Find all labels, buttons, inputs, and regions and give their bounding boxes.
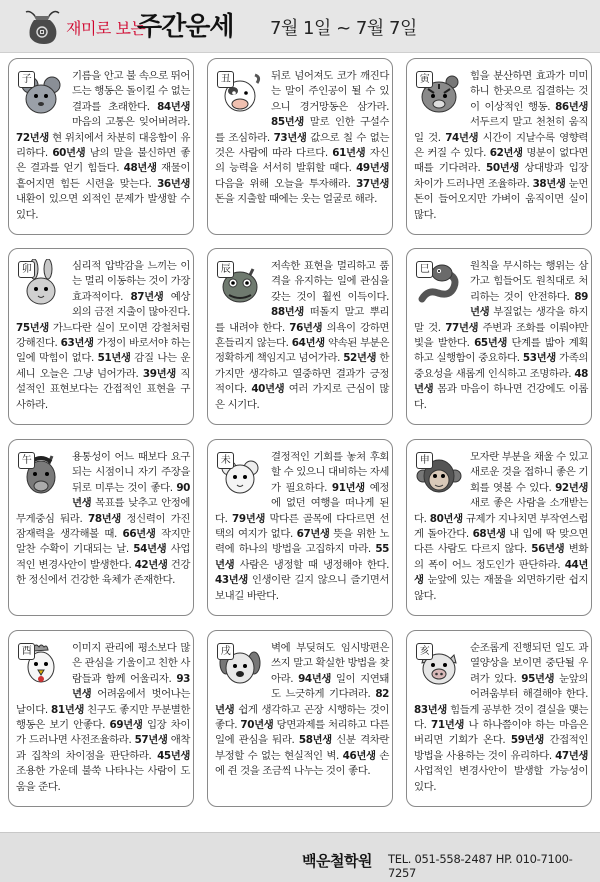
birth-year-label: 86년생: [555, 100, 588, 113]
header-subtitle: 재미로 보는: [66, 19, 146, 38]
birth-year-label: 78년생: [87, 512, 121, 525]
monkey-icon: [414, 450, 464, 500]
fortune-sentence: 서두르지 말고 천천히 움직일 것.: [414, 116, 588, 144]
fortune-sentence: 부질없는 생각을 하지 말 것.: [414, 306, 588, 334]
fortune-sentence: 작지만 알찬 수확이 기대되는 날.: [16, 528, 190, 556]
fortune-card: [8, 630, 194, 807]
fortune-sentence: 가느다란 실이 모이면 강철처럼 강해진다.: [16, 321, 190, 350]
fortune-sentence: 내 입에 딱 맞으면 다른 사람도 다르지 않다.: [414, 528, 588, 556]
birth-year-label: 50년생: [485, 162, 519, 175]
birth-year-label: 55년생: [215, 543, 389, 571]
birth-year-label: 83년생: [414, 703, 447, 716]
birth-year-label: 85년생: [271, 116, 304, 129]
zodiac-sign-badge: 卯: [18, 261, 35, 278]
fortune-text: [215, 259, 389, 413]
fortune-sentence: 남의 말을 불신하면 좋은 결과를 얻기 힘들다.: [16, 147, 190, 175]
fortune-sentence: 힘들게 공부한 것이 결실을 맺는다.: [414, 703, 588, 732]
birth-year-label: 95년생: [521, 672, 555, 685]
fortune-sentence: 눈앞에 있는 재물을 외면하기란 쉽지 않다.: [414, 574, 588, 602]
fortune-sentence: 벽에 부딪혀도 임시방편은 쓰지 말고 확실한 방법을 찾아라.: [271, 642, 389, 685]
birth-year-label: 44년생: [414, 558, 588, 587]
fortune-sentence: 손에 쥔 것을 조금씩 나누는 것이 좋다.: [215, 749, 389, 778]
birth-year-label: 65년생: [474, 337, 508, 350]
birth-year-label: 76년생: [289, 321, 323, 334]
rooster-icon: [16, 641, 66, 691]
fortune-sentence: 변화의 폭이 어느 정도인가 판단하라.: [414, 543, 588, 571]
birth-year-label: 89년생: [470, 290, 588, 319]
fortune-sentence: 예정에 없던 여행을 떠나게 된다.: [215, 481, 389, 525]
fortune-sentence: 눈앞의 어려움부터 해결해야 한다.: [470, 672, 588, 701]
fortune-sentence: 눈먼 돈이 들어오지만 가벼이 움직이면 실이 많다.: [414, 177, 588, 221]
fortune-sentence: 의욕이 강하면 흔들리지 않는다.: [215, 321, 389, 350]
fortune-card: [207, 58, 393, 235]
birth-year-label: 57년생: [134, 734, 168, 747]
fortune-sentence: 막다른 골목에 다다르면 선택의 여지가 없다.: [215, 512, 389, 541]
fortune-sentence: 가족의 중요성을 새롭게 인식하고 조명하라.: [414, 352, 588, 380]
birth-year-label: 62년생: [489, 147, 523, 160]
fortune-sentence: 약속된 부분은 정확하게 책임지고 넘어가라.: [215, 337, 389, 365]
dog-icon: [215, 641, 265, 691]
fortune-card: [207, 439, 393, 616]
fortune-sentence: 여러 가지로 근심이 많은 시기다.: [215, 383, 389, 411]
birth-year-label: 91년생: [331, 481, 365, 494]
fortune-card: [8, 439, 194, 616]
fortune-sentence: 기름을 안고 불 속으로 뛰어드는 행동은 돌이킬 수 없는 결과를 초래한다.: [72, 70, 190, 113]
fortune-sentence: 현 위치에서 차분히 대응함이 유리하다.: [16, 131, 190, 160]
zodiac-sign-badge: 亥: [416, 643, 433, 660]
fortune-sentence: 건강한 정신에서 건강한 육체가 존재한다.: [16, 558, 190, 587]
birth-year-label: 51년생: [97, 352, 131, 365]
rat-icon: [16, 69, 66, 119]
fortune-sentence: 몸과 마음이 하나면 건강에도 이롭다.: [414, 383, 588, 411]
fortune-sentence: 모자란 부분을 채울 수 있고 새로운 것을 접하니 좋은 기회를 엿볼 수 있다.: [470, 451, 588, 494]
zodiac-sign-badge: 未: [217, 452, 234, 469]
birth-year-label: 39년생: [142, 367, 176, 380]
birth-year-label: 52년생: [343, 352, 377, 365]
fortune-sentence: 이미지 관리에 평소보다 많은 관심을 기울이고 친한 사람들과 함께 어울리자.: [72, 642, 190, 685]
sheep-icon: [215, 450, 265, 500]
fortune-sentence: 당면과제를 처리하고 다른 일에 관심을 둬라.: [215, 719, 389, 747]
fortune-card: [8, 58, 194, 235]
fortune-sentence: 다음을 위해 오늘을 투자해라.: [215, 177, 357, 190]
fortune-sentence: 사업적인 변경사안이 발생한다.: [16, 543, 190, 571]
birth-year-label: 84년생: [157, 100, 190, 113]
fortune-sentence: 사업적인 변경사안이 발생할 가능성이 있다.: [414, 765, 588, 793]
footer-bar: [0, 832, 600, 882]
fortune-card: [406, 439, 592, 616]
fortune-text: [215, 69, 389, 208]
fortune-card: [406, 248, 592, 425]
birth-year-label: 94년생: [298, 672, 332, 685]
birth-year-label: 68년생: [472, 528, 506, 541]
fortune-sentence: 단계를 밟아 계획하고 실행함이 중요하다.: [414, 337, 588, 365]
fortune-sentence: 마음의 고통은 잊어버려라.: [72, 116, 190, 129]
fortune-text: [16, 259, 190, 413]
birth-year-label: 40년생: [251, 383, 285, 396]
fortune-sentence: 감질 나는 운세니 오늘은 그냥 넘어가라.: [16, 352, 190, 380]
birth-year-label: 36년생: [157, 177, 190, 190]
fortune-sentence: 힘을 분산하면 효과가 미미하니 한곳으로 집결하는 것이 이상적인 행동.: [470, 70, 588, 113]
money-bag-icon: [22, 6, 62, 46]
birth-year-label: 49년생: [356, 162, 389, 175]
birth-year-label: 64년생: [291, 337, 325, 350]
fortune-sentence: 친구도 좋지만 무분별한 행동은 보기 안좋다.: [16, 703, 190, 732]
birth-year-label: 82년생: [215, 688, 389, 716]
tiger-icon: [414, 69, 464, 119]
fortune-sentence: 주변과 조화를 이뤄야만 빛을 발한다.: [414, 321, 588, 350]
zodiac-sign-badge: 申: [416, 452, 433, 469]
birth-year-label: 92년생: [555, 481, 588, 494]
birth-year-label: 56년생: [531, 543, 565, 556]
birth-year-label: 61년생: [332, 147, 366, 160]
zodiac-sign-badge: 辰: [217, 261, 234, 278]
fortune-text: [414, 641, 588, 795]
fortune-card: [207, 630, 393, 807]
birth-year-label: 54년생: [133, 543, 167, 556]
birth-year-label: 63년생: [60, 337, 94, 350]
fortune-sentence: 순조롭게 진행되던 일도 과열양상을 보이면 중단될 우려가 있다.: [470, 642, 588, 685]
birth-year-label: 74년생: [445, 131, 479, 144]
fortune-sentence: 어려움에서 벗어나는 날이다.: [16, 688, 190, 716]
fortune-card: [406, 58, 592, 235]
fortune-sentence: 예상외의 금전 지출이 많아진다.: [72, 290, 190, 319]
header-bar: [0, 0, 600, 53]
birth-year-label: 93년생: [72, 672, 190, 701]
birth-year-label: 45년생: [157, 749, 190, 762]
birth-year-label: 90년생: [72, 481, 190, 510]
fortune-sentence: 입장 차이가 드러나면 사전조율하라.: [16, 719, 191, 747]
fortune-sentence: 새로 좋은 사람을 소개받는다.: [414, 497, 588, 525]
zodiac-sign-badge: 丑: [217, 71, 234, 88]
birth-year-label: 72년생: [16, 131, 49, 144]
fortune-sentence: 한 가지만 생각하고 열중하면 결과가 긍정적이다.: [215, 352, 389, 396]
fortune-text: [215, 641, 389, 780]
fortune-sentence: 시간이 지날수록 영향력은 커질 수 있다.: [414, 131, 588, 160]
rabbit-icon: [16, 259, 66, 309]
fortune-sentence: 뒤로 넘어져도 코가 깨진다는 말이 주인공이 될 수 있으니 경거망동은 삼가라.: [271, 70, 389, 113]
birth-year-label: 66년생: [122, 528, 156, 541]
fortune-sentence: 돈을 지출할 때에는 웃는 얼굴로 해라.: [215, 193, 377, 206]
fortune-sentence: 저속한 표현을 멀리하고 품격을 유지하는 일에 관심을 갖는 것이 훨씬 이득이다.: [271, 260, 389, 303]
ox-icon: [215, 69, 265, 119]
birth-year-label: 42년생: [134, 558, 168, 571]
fortune-sentence: 원칙을 무시하는 행위는 삼가고 힘들어도 원칙대로 처리하는 것이 안전하다.: [470, 260, 588, 303]
birth-year-label: 37년생: [356, 177, 389, 190]
birth-year-label: 69년생: [109, 719, 143, 732]
zodiac-sign-badge: 巳: [416, 261, 433, 278]
birth-year-label: 59년생: [510, 734, 544, 747]
zodiac-sign-badge: 寅: [416, 71, 433, 88]
birth-year-label: 79년생: [232, 512, 265, 525]
fortune-sentence: 나 하나쯤이야 하는 마음은 버리면 기회가 온다.: [414, 719, 588, 747]
fortune-text: [414, 259, 588, 413]
snake-icon: [414, 259, 464, 309]
zodiac-sign-badge: 子: [18, 71, 35, 88]
fortune-sentence: 애착과 집착의 차이점을 판단하라.: [16, 734, 190, 762]
fortune-sentence: 자신의 능력을 서서히 발휘할 때다.: [215, 147, 389, 175]
fortune-sentence: 규제가 지나치면 부작연스럽게 돌아간다.: [414, 512, 588, 541]
fortune-sentence: 간접적인 방법을 사용하는 것이 유리하다.: [414, 734, 589, 762]
fortune-sentence: 직설적인 표현보다는 간접적인 표현을 구사하라.: [16, 367, 190, 411]
birth-year-label: 48년생: [414, 367, 588, 396]
fortune-sentence: 심리적 압박감을 느끼는 이는 멀리 이동하는 것이 가장 효과적이다.: [72, 260, 190, 303]
birth-year-label: 81년생: [51, 703, 84, 716]
birth-year-label: 67년생: [296, 528, 330, 541]
birth-year-label: 38년생: [532, 177, 566, 190]
birth-year-label: 58년생: [298, 734, 332, 747]
birth-year-label: 53년생: [522, 352, 556, 365]
zodiac-sign-badge: 戌: [217, 643, 234, 660]
pig-icon: [414, 641, 464, 691]
fortune-sentence: 목표를 낮추고 안정에 무게중심 둬라.: [16, 497, 190, 525]
fortune-sentence: 쉽게 생각하고 곤장 시행하는 것이 좋다.: [215, 703, 389, 732]
birth-year-label: 80년생: [429, 512, 463, 525]
birth-year-label: 88년생: [271, 306, 304, 319]
birth-year-label: 46년생: [342, 749, 376, 762]
date-range: 7월 1일 ~ 7월 7일: [270, 18, 417, 39]
birth-year-label: 71년생: [431, 719, 464, 732]
fortune-card: [8, 248, 194, 425]
dragon-icon: [215, 259, 265, 309]
fortune-card: [406, 630, 592, 807]
birth-year-label: 87년생: [130, 290, 164, 303]
fortune-text: [16, 450, 190, 589]
fortune-sentence: 상대방과 입장 차이가 드러나면 조율하라.: [414, 162, 588, 190]
birth-year-label: 70년생: [240, 719, 274, 732]
horse-icon: [16, 450, 66, 500]
birth-year-label: 48년생: [123, 162, 157, 175]
fortune-text: [16, 641, 190, 795]
fortune-sentence: 조용한 가운데 불쑥 나타나는 사람이 도움을 준다.: [16, 765, 190, 793]
fortune-sentence: 명분이 없다면 때를 기다려라.: [414, 147, 588, 175]
fortune-sentence: 결정적인 기회를 놓쳐 후회할 수 있으니 대비하는 자세가 필요하다.: [271, 451, 389, 494]
zodiac-sign-badge: 午: [18, 452, 35, 469]
fortune-sentence: 일이 지연돼도 느긋하게 기다려라.: [271, 672, 389, 701]
birth-year-label: 60년생: [52, 147, 86, 160]
birth-year-label: 77년생: [445, 321, 479, 334]
fortune-text: [414, 69, 588, 223]
fortune-sentence: 말로 인한 구설수를 조심하라.: [215, 116, 389, 144]
fortune-sentence: 용통성이 어느 때보다 요구되는 시점이니 자기 주장을 뒤로 미루는 것이 좋다.: [72, 451, 190, 494]
fortune-text: [215, 450, 389, 604]
page-title: 주간운세: [137, 12, 234, 42]
fortune-text: [414, 450, 588, 604]
fortune-sentence: 내환이 있으면 외적인 문제가 발생할 수 있다.: [16, 193, 190, 221]
fortune-card: [207, 248, 393, 425]
fortune-sentence: 뜻을 위한 노력에 하나의 방법을 고집하지 마라.: [215, 528, 389, 556]
fortune-sentence: 가정이 바로서야 하는 일에 막힘이 없다.: [16, 337, 190, 365]
birth-year-label: 75년생: [16, 321, 49, 334]
organization-name: 백운철학원: [302, 852, 372, 870]
fortune-sentence: 떠돌지 말고 뿌리를 내려야 한다.: [215, 306, 389, 334]
fortune-sentence: 값으로 칠 수 없는 것은 사람에 따라 다르다.: [215, 131, 389, 160]
contact-info: TEL. 051-558-2487 HP. 010-7100-7257: [388, 852, 573, 880]
fortune-sentence: 사람은 냉정할 때 냉정해야 한다.: [234, 558, 389, 571]
birth-year-label: 73년생: [273, 131, 307, 144]
birth-year-label: 43년생: [215, 574, 248, 587]
zodiac-sign-badge: 酉: [18, 643, 35, 660]
fortune-sentence: 재물이 흩어지면 힘든 시련을 맞는다.: [16, 162, 190, 190]
fortune-sentence: 신분 격차란 부정할 수 없는 현실적인 벽.: [215, 734, 389, 762]
fortune-text: [16, 69, 190, 223]
fortune-sentence: 정신력이 가진 잠재력을 생각해볼 때.: [16, 512, 190, 541]
fortune-sentence: 인생이란 길지 않으니 즐기면서 보내길 바란다.: [215, 574, 389, 602]
birth-year-label: 47년생: [555, 749, 588, 762]
